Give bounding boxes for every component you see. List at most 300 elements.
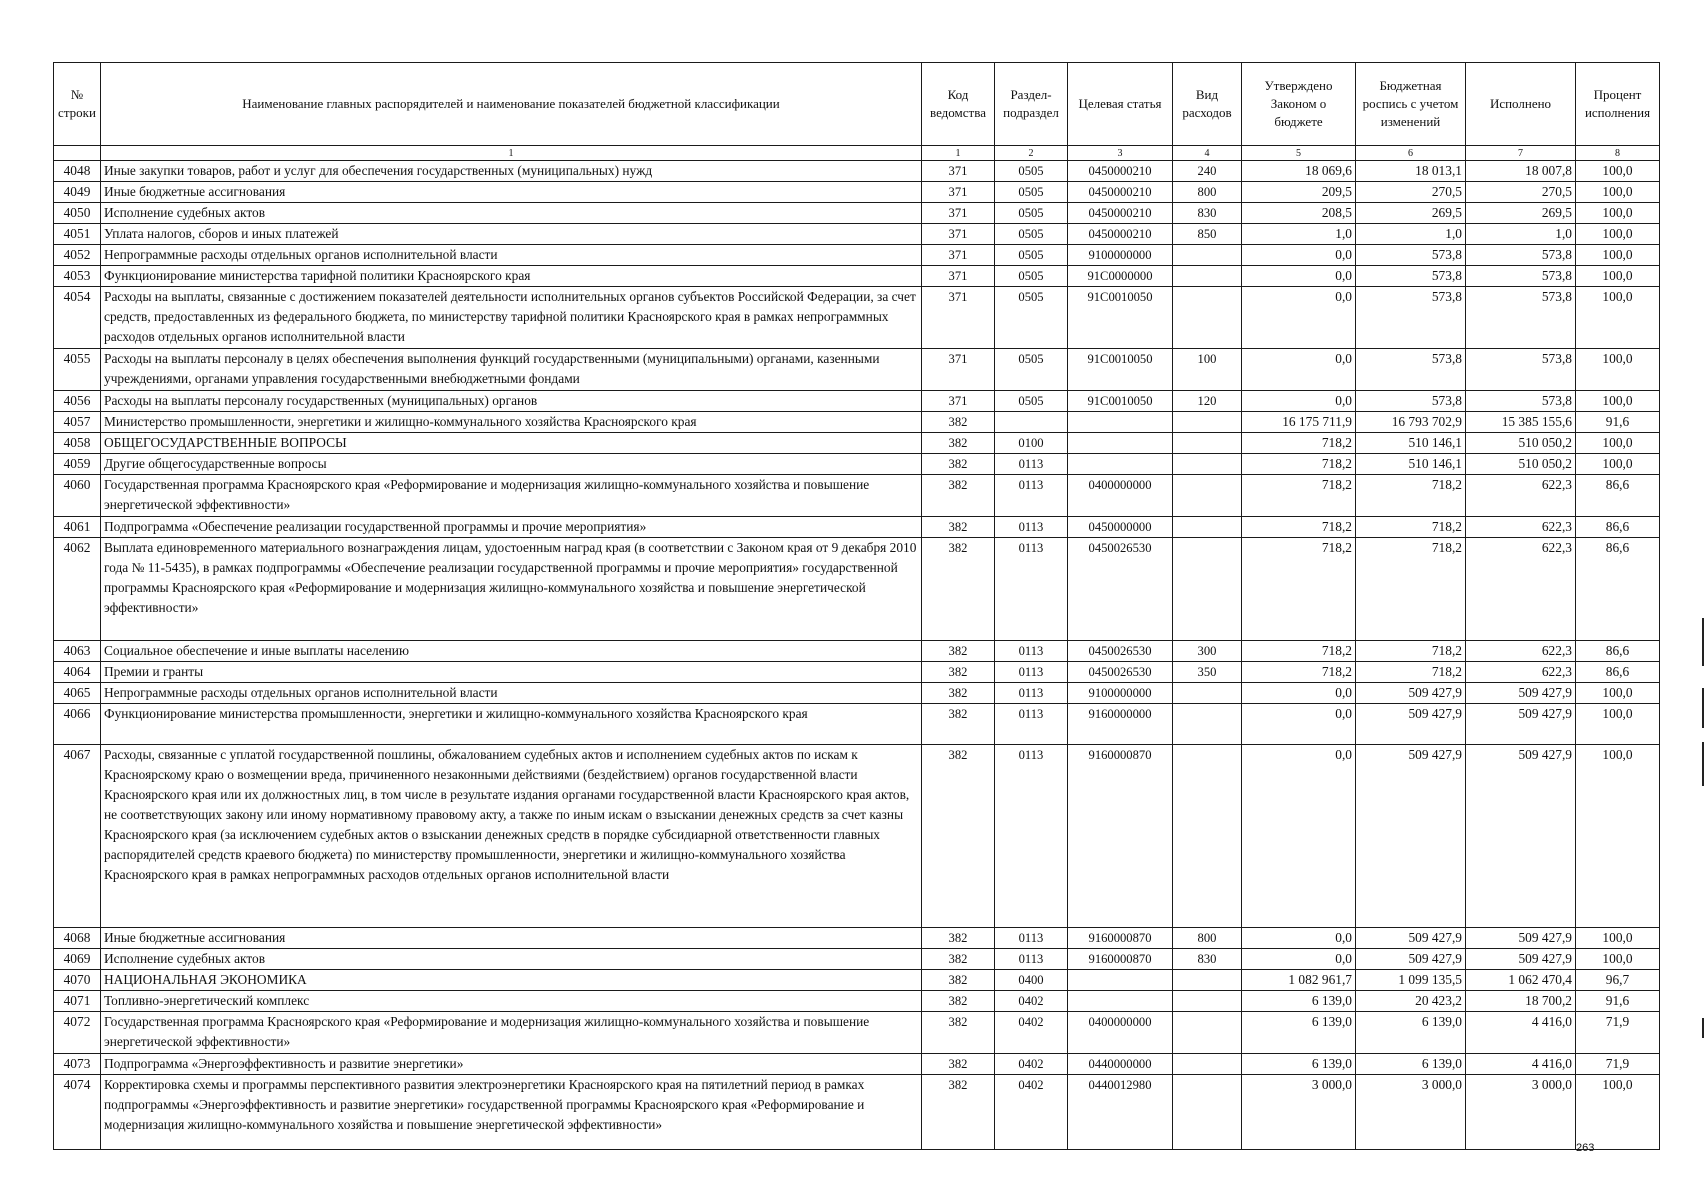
cell-approved: 0,0 — [1242, 287, 1356, 349]
column-number: 1 — [101, 146, 922, 161]
cell-row-number: 4061 — [54, 517, 101, 538]
cell-row-number: 4057 — [54, 412, 101, 433]
cell-section: 0113 — [995, 517, 1068, 538]
cell-section: 0505 — [995, 203, 1068, 224]
table-row — [54, 641, 1660, 662]
cell-row-number: 4068 — [54, 928, 101, 949]
cell-executed: 573,8 — [1466, 349, 1576, 391]
cell-expense-type — [1173, 517, 1242, 538]
cell-target-article: 0400000000 — [1068, 475, 1173, 517]
cell-target-article: 0440012980 — [1068, 1075, 1173, 1150]
cell-percent: 100,0 — [1576, 949, 1660, 970]
cell-name: Министерство промышленности, энергетики и жилищно-коммунального хозяйства Красноярского края — [101, 412, 922, 433]
column-number: 4 — [1173, 146, 1242, 161]
cell-executed: 509 427,9 — [1466, 745, 1576, 928]
cell-percent: 100,0 — [1576, 161, 1660, 182]
cell-approved: 3 000,0 — [1242, 1075, 1356, 1150]
cell-row-number: 4064 — [54, 662, 101, 683]
cell-row-number: 4055 — [54, 349, 101, 391]
cell-approved: 0,0 — [1242, 245, 1356, 266]
cell-target-article: 9160000000 — [1068, 704, 1173, 745]
column-number: 5 — [1242, 146, 1356, 161]
cell-section: 0113 — [995, 704, 1068, 745]
cell-approved: 0,0 — [1242, 266, 1356, 287]
cell-approved: 0,0 — [1242, 928, 1356, 949]
cell-name: ОБЩЕГОСУДАРСТВЕННЫЕ ВОПРОСЫ — [101, 433, 922, 454]
cell-budget-schedule: 6 139,0 — [1356, 1012, 1466, 1054]
header-target-article: Целевая статья — [1068, 63, 1173, 146]
cell-approved: 718,2 — [1242, 662, 1356, 683]
cell-target-article: 91С0010050 — [1068, 349, 1173, 391]
cell-section: 0402 — [995, 991, 1068, 1012]
cell-department-code: 382 — [922, 641, 995, 662]
cell-section — [995, 412, 1068, 433]
table-row — [54, 949, 1660, 970]
cell-name: Функционирование министерства промышленности, энергетики и жилищно-коммунального хозяйства Красноярского края — [101, 704, 922, 745]
cell-executed: 573,8 — [1466, 266, 1576, 287]
cell-section: 0113 — [995, 538, 1068, 641]
cell-percent: 86,6 — [1576, 475, 1660, 517]
cell-section: 0505 — [995, 349, 1068, 391]
column-number: 1 — [922, 146, 995, 161]
cell-section: 0113 — [995, 949, 1068, 970]
cell-section: 0505 — [995, 266, 1068, 287]
cell-percent: 86,6 — [1576, 662, 1660, 683]
cell-row-number: 4067 — [54, 745, 101, 928]
cell-row-number: 4062 — [54, 538, 101, 641]
cell-target-article: 0450000210 — [1068, 224, 1173, 245]
cell-executed: 509 427,9 — [1466, 683, 1576, 704]
cell-percent: 100,0 — [1576, 349, 1660, 391]
cell-name: Корректировка схемы и программы перспективного развития электроэнергетики Красноярского края на пятилетний период в рамках подпрограммы «Энергоэффективность и развитие энергетики» государственной программы Красноярского края «Реформирование и модернизация жилищно-коммунального хозяйства и повышение энергетической эффективности» — [101, 1075, 922, 1150]
cell-department-code: 382 — [922, 745, 995, 928]
cell-executed: 4 416,0 — [1466, 1012, 1576, 1054]
cell-row-number: 4069 — [54, 949, 101, 970]
cell-expense-type — [1173, 683, 1242, 704]
cell-name: Подпрограмма «Энергоэффективность и развитие энергетики» — [101, 1054, 922, 1075]
scan-edge-mark — [1702, 1018, 1704, 1038]
cell-target-article: 0440000000 — [1068, 1054, 1173, 1075]
cell-executed: 509 427,9 — [1466, 928, 1576, 949]
cell-name: НАЦИОНАЛЬНАЯ ЭКОНОМИКА — [101, 970, 922, 991]
cell-expense-type — [1173, 412, 1242, 433]
cell-section: 0113 — [995, 745, 1068, 928]
cell-row-number: 4072 — [54, 1012, 101, 1054]
cell-percent: 100,0 — [1576, 224, 1660, 245]
cell-name: Топливно-энергетический комплекс — [101, 991, 922, 1012]
table-row — [54, 662, 1660, 683]
table-row — [54, 475, 1660, 517]
cell-row-number: 4066 — [54, 704, 101, 745]
cell-approved: 16 175 711,9 — [1242, 412, 1356, 433]
cell-percent: 100,0 — [1576, 203, 1660, 224]
cell-row-number: 4071 — [54, 991, 101, 1012]
cell-executed: 1,0 — [1466, 224, 1576, 245]
table-header — [54, 63, 1660, 161]
cell-executed: 3 000,0 — [1466, 1075, 1576, 1150]
cell-row-number: 4065 — [54, 683, 101, 704]
cell-executed: 510 050,2 — [1466, 433, 1576, 454]
cell-approved: 718,2 — [1242, 538, 1356, 641]
cell-target-article: 9160000870 — [1068, 745, 1173, 928]
cell-department-code: 382 — [922, 928, 995, 949]
table-row — [54, 161, 1660, 182]
cell-budget-schedule: 16 793 702,9 — [1356, 412, 1466, 433]
cell-budget-schedule: 18 013,1 — [1356, 161, 1466, 182]
cell-department-code: 371 — [922, 349, 995, 391]
column-number-row — [54, 146, 1660, 161]
cell-approved: 6 139,0 — [1242, 991, 1356, 1012]
table-row — [54, 433, 1660, 454]
cell-row-number: 4073 — [54, 1054, 101, 1075]
cell-department-code: 382 — [922, 949, 995, 970]
cell-expense-type — [1173, 287, 1242, 349]
cell-percent: 86,6 — [1576, 517, 1660, 538]
cell-expense-type: 100 — [1173, 349, 1242, 391]
cell-row-number: 4060 — [54, 475, 101, 517]
cell-target-article — [1068, 454, 1173, 475]
header-expense-type: Вид расходов — [1173, 63, 1242, 146]
cell-percent: 71,9 — [1576, 1012, 1660, 1054]
cell-department-code: 382 — [922, 412, 995, 433]
cell-expense-type — [1173, 433, 1242, 454]
cell-approved: 1,0 — [1242, 224, 1356, 245]
cell-department-code: 382 — [922, 454, 995, 475]
cell-percent: 100,0 — [1576, 745, 1660, 928]
cell-target-article: 91С0000000 — [1068, 266, 1173, 287]
cell-section: 0505 — [995, 182, 1068, 203]
table-row — [54, 538, 1660, 641]
table-row — [54, 182, 1660, 203]
cell-expense-type — [1173, 704, 1242, 745]
cell-expense-type: 350 — [1173, 662, 1242, 683]
cell-target-article: 91С0010050 — [1068, 287, 1173, 349]
cell-row-number: 4059 — [54, 454, 101, 475]
cell-target-article — [1068, 433, 1173, 454]
cell-department-code: 382 — [922, 1012, 995, 1054]
header-department-code: Код ведомства — [922, 63, 995, 146]
cell-target-article: 0450026530 — [1068, 662, 1173, 683]
cell-name: Расходы на выплаты персоналу в целях обеспечения выполнения функций государственными (муниципальными) органами, казенными учреждениями, органами управления государственными внебюджетными фондами — [101, 349, 922, 391]
cell-expense-type: 300 — [1173, 641, 1242, 662]
cell-budget-schedule: 1,0 — [1356, 224, 1466, 245]
cell-percent: 100,0 — [1576, 433, 1660, 454]
cell-executed: 18 700,2 — [1466, 991, 1576, 1012]
budget-execution-table — [53, 62, 1660, 1150]
cell-budget-schedule: 3 000,0 — [1356, 1075, 1466, 1150]
cell-expense-type — [1173, 454, 1242, 475]
cell-executed: 622,3 — [1466, 517, 1576, 538]
cell-approved: 0,0 — [1242, 704, 1356, 745]
table-row — [54, 245, 1660, 266]
cell-department-code: 371 — [922, 266, 995, 287]
cell-section: 0113 — [995, 928, 1068, 949]
cell-executed: 15 385 155,6 — [1466, 412, 1576, 433]
cell-budget-schedule: 20 423,2 — [1356, 991, 1466, 1012]
cell-target-article: 9100000000 — [1068, 683, 1173, 704]
table-row — [54, 391, 1660, 412]
cell-target-article — [1068, 412, 1173, 433]
cell-approved: 6 139,0 — [1242, 1012, 1356, 1054]
header-row-number: № строки — [54, 63, 101, 146]
cell-target-article: 0450000210 — [1068, 182, 1173, 203]
cell-row-number: 4051 — [54, 224, 101, 245]
cell-executed: 573,8 — [1466, 391, 1576, 412]
cell-section: 0100 — [995, 433, 1068, 454]
cell-budget-schedule: 269,5 — [1356, 203, 1466, 224]
cell-budget-schedule: 509 427,9 — [1356, 928, 1466, 949]
cell-approved: 718,2 — [1242, 475, 1356, 517]
cell-name: Премии и гранты — [101, 662, 922, 683]
cell-budget-schedule: 270,5 — [1356, 182, 1466, 203]
cell-budget-schedule: 718,2 — [1356, 538, 1466, 641]
cell-executed: 509 427,9 — [1466, 949, 1576, 970]
cell-name: Государственная программа Красноярского края «Реформирование и модернизация жилищно-коммунального хозяйства и повышение энергетической эффективности» — [101, 475, 922, 517]
cell-department-code: 371 — [922, 161, 995, 182]
cell-department-code: 382 — [922, 662, 995, 683]
cell-target-article: 0450000210 — [1068, 203, 1173, 224]
cell-target-article: 9100000000 — [1068, 245, 1173, 266]
cell-department-code: 371 — [922, 287, 995, 349]
cell-department-code: 371 — [922, 203, 995, 224]
cell-name: Уплата налогов, сборов и иных платежей — [101, 224, 922, 245]
cell-expense-type: 800 — [1173, 928, 1242, 949]
cell-executed: 622,3 — [1466, 475, 1576, 517]
cell-department-code: 382 — [922, 1054, 995, 1075]
cell-department-code: 382 — [922, 704, 995, 745]
cell-budget-schedule: 718,2 — [1356, 475, 1466, 517]
cell-name: Расходы на выплаты персоналу государственных (муниципальных) органов — [101, 391, 922, 412]
cell-department-code: 371 — [922, 224, 995, 245]
cell-target-article: 9160000870 — [1068, 928, 1173, 949]
cell-department-code: 371 — [922, 182, 995, 203]
cell-section: 0402 — [995, 1075, 1068, 1150]
cell-budget-schedule: 1 099 135,5 — [1356, 970, 1466, 991]
column-number: 8 — [1576, 146, 1660, 161]
cell-row-number: 4048 — [54, 161, 101, 182]
header-percent: Процент исполнения — [1576, 63, 1660, 146]
table-row — [54, 349, 1660, 391]
cell-executed: 4 416,0 — [1466, 1054, 1576, 1075]
cell-approved: 0,0 — [1242, 349, 1356, 391]
cell-expense-type: 240 — [1173, 161, 1242, 182]
cell-row-number: 4049 — [54, 182, 101, 203]
cell-section: 0505 — [995, 161, 1068, 182]
cell-executed: 573,8 — [1466, 245, 1576, 266]
cell-percent: 100,0 — [1576, 266, 1660, 287]
cell-department-code: 382 — [922, 433, 995, 454]
table-row — [54, 224, 1660, 245]
cell-target-article: 0450026530 — [1068, 538, 1173, 641]
cell-percent: 100,0 — [1576, 391, 1660, 412]
cell-section: 0505 — [995, 391, 1068, 412]
column-number — [54, 146, 101, 161]
cell-name: Непрограммные расходы отдельных органов исполнительной власти — [101, 683, 922, 704]
cell-percent: 100,0 — [1576, 454, 1660, 475]
cell-section: 0402 — [995, 1054, 1068, 1075]
cell-executed: 509 427,9 — [1466, 704, 1576, 745]
cell-name: Непрограммные расходы отдельных органов исполнительной власти — [101, 245, 922, 266]
table-body — [54, 161, 1660, 1150]
header-budget-schedule: Бюджетная роспись с учетом изменений — [1356, 63, 1466, 146]
cell-name: Расходы, связанные с уплатой государственной пошлины, обжалованием судебных актов и исполнением судебных актов по искам к Красноярскому краю о возмещении вреда, причиненного незаконными действиями (бездействием) органов государственной власти Красноярского края или их должностных лиц, в том числе в результате издания органами государственной власти Красноярского края актов, не соответствующих закону или иному нормативному правовому акту, а также по иным искам о взыскании денежных средств за счет казны Красноярского края (за исключением судебных актов о взыскании денежных средств в порядке субсидиарной ответственности главных распорядителей средств краевого бюджета) по министерству промышленности, энергетики и жилищно-коммунального хозяйства Красноярского края в рамках непрограммных расходов отдельных органов исполнительной власти — [101, 745, 922, 928]
cell-budget-schedule: 509 427,9 — [1356, 949, 1466, 970]
cell-executed: 269,5 — [1466, 203, 1576, 224]
cell-name: Выплата единовременного материального вознаграждения лицам, удостоенным наград края (в соответствии с Законом края от 9 декабря 2010 года № 11-5435), в рамках подпрограммы «Обеспечение реализации государственной программы и прочие мероприятия» государственной программы Красноярского края «Реформирование и модернизация жилищно-коммунального хозяйства и повышение энергетической эффективности» — [101, 538, 922, 641]
table-row — [54, 683, 1660, 704]
cell-expense-type — [1173, 538, 1242, 641]
cell-section: 0505 — [995, 245, 1068, 266]
cell-section: 0113 — [995, 641, 1068, 662]
cell-percent: 91,6 — [1576, 991, 1660, 1012]
cell-target-article: 0450026530 — [1068, 641, 1173, 662]
cell-percent: 86,6 — [1576, 538, 1660, 641]
scan-edge-mark — [1702, 688, 1704, 728]
cell-section: 0505 — [995, 224, 1068, 245]
cell-percent: 100,0 — [1576, 287, 1660, 349]
cell-target-article: 9160000870 — [1068, 949, 1173, 970]
cell-expense-type: 120 — [1173, 391, 1242, 412]
cell-percent: 100,0 — [1576, 683, 1660, 704]
cell-percent: 91,6 — [1576, 412, 1660, 433]
cell-name: Социальное обеспечение и иные выплаты населению — [101, 641, 922, 662]
cell-target-article: 0450000000 — [1068, 517, 1173, 538]
cell-name: Исполнение судебных актов — [101, 949, 922, 970]
cell-budget-schedule: 573,8 — [1356, 349, 1466, 391]
table-row — [54, 704, 1660, 745]
cell-budget-schedule: 573,8 — [1356, 287, 1466, 349]
cell-approved: 18 069,6 — [1242, 161, 1356, 182]
cell-section: 0113 — [995, 475, 1068, 517]
cell-executed: 510 050,2 — [1466, 454, 1576, 475]
cell-expense-type — [1173, 475, 1242, 517]
cell-department-code: 382 — [922, 475, 995, 517]
cell-approved: 208,5 — [1242, 203, 1356, 224]
column-number: 6 — [1356, 146, 1466, 161]
header-section: Раздел-подраздел — [995, 63, 1068, 146]
cell-approved: 718,2 — [1242, 641, 1356, 662]
cell-approved: 718,2 — [1242, 454, 1356, 475]
cell-row-number: 4070 — [54, 970, 101, 991]
column-number: 2 — [995, 146, 1068, 161]
cell-department-code: 382 — [922, 538, 995, 641]
table-row — [54, 1012, 1660, 1054]
cell-department-code: 382 — [922, 517, 995, 538]
cell-budget-schedule: 718,2 — [1356, 662, 1466, 683]
cell-expense-type: 830 — [1173, 949, 1242, 970]
table-row — [54, 1075, 1660, 1150]
cell-budget-schedule: 573,8 — [1356, 245, 1466, 266]
cell-percent: 100,0 — [1576, 1075, 1660, 1150]
table-row — [54, 203, 1660, 224]
cell-name: Иные закупки товаров, работ и услуг для обеспечения государственных (муниципальных) нужд — [101, 161, 922, 182]
cell-row-number: 4052 — [54, 245, 101, 266]
cell-executed: 622,3 — [1466, 641, 1576, 662]
column-number: 7 — [1466, 146, 1576, 161]
cell-name: Исполнение судебных актов — [101, 203, 922, 224]
cell-budget-schedule: 718,2 — [1356, 641, 1466, 662]
scan-edge-mark — [1702, 742, 1704, 786]
cell-department-code: 382 — [922, 683, 995, 704]
table-row — [54, 991, 1660, 1012]
header-approved: Утверждено Законом о бюджете — [1242, 63, 1356, 146]
scan-edge-mark — [1702, 618, 1704, 666]
cell-percent: 100,0 — [1576, 245, 1660, 266]
cell-expense-type — [1173, 991, 1242, 1012]
cell-name: Расходы на выплаты, связанные с достижением показателей деятельности исполнительных органов субъектов Российской Федерации, за счет средств, предоставленных из федерального бюджета, по министерству тарифной политики Красноярского края в рамках непрограммных расходов отдельных органов исполнительной власти — [101, 287, 922, 349]
cell-row-number: 4074 — [54, 1075, 101, 1150]
cell-executed: 1 062 470,4 — [1466, 970, 1576, 991]
cell-percent: 86,6 — [1576, 641, 1660, 662]
cell-approved: 0,0 — [1242, 391, 1356, 412]
table-row — [54, 928, 1660, 949]
cell-expense-type — [1173, 1054, 1242, 1075]
cell-row-number: 4058 — [54, 433, 101, 454]
cell-executed: 573,8 — [1466, 287, 1576, 349]
cell-name: Другие общегосударственные вопросы — [101, 454, 922, 475]
cell-expense-type: 830 — [1173, 203, 1242, 224]
cell-percent: 71,9 — [1576, 1054, 1660, 1075]
cell-department-code: 382 — [922, 1075, 995, 1150]
cell-target-article — [1068, 991, 1173, 1012]
header-executed: Исполнено — [1466, 63, 1576, 146]
cell-target-article: 0450000210 — [1068, 161, 1173, 182]
table-row — [54, 1054, 1660, 1075]
cell-section: 0400 — [995, 970, 1068, 991]
page-number: 263 — [1576, 1142, 1595, 1154]
cell-approved: 0,0 — [1242, 949, 1356, 970]
cell-budget-schedule: 510 146,1 — [1356, 433, 1466, 454]
cell-expense-type: 800 — [1173, 182, 1242, 203]
cell-section: 0113 — [995, 662, 1068, 683]
cell-budget-schedule: 573,8 — [1356, 391, 1466, 412]
cell-department-code: 371 — [922, 245, 995, 266]
cell-expense-type — [1173, 970, 1242, 991]
cell-section: 0505 — [995, 287, 1068, 349]
cell-row-number: 4063 — [54, 641, 101, 662]
cell-executed: 622,3 — [1466, 662, 1576, 683]
cell-name: Подпрограмма «Обеспечение реализации государственной программы и прочие мероприятия» — [101, 517, 922, 538]
cell-executed: 18 007,8 — [1466, 161, 1576, 182]
cell-budget-schedule: 509 427,9 — [1356, 683, 1466, 704]
cell-approved: 718,2 — [1242, 517, 1356, 538]
cell-budget-schedule: 573,8 — [1356, 266, 1466, 287]
cell-approved: 718,2 — [1242, 433, 1356, 454]
cell-name: Функционирование министерства тарифной политики Красноярского края — [101, 266, 922, 287]
table-row — [54, 745, 1660, 928]
cell-approved: 6 139,0 — [1242, 1054, 1356, 1075]
table-row — [54, 287, 1660, 349]
cell-percent: 100,0 — [1576, 704, 1660, 745]
cell-budget-schedule: 6 139,0 — [1356, 1054, 1466, 1075]
cell-budget-schedule: 510 146,1 — [1356, 454, 1466, 475]
cell-approved: 1 082 961,7 — [1242, 970, 1356, 991]
header-name: Наименование главных распорядителей и наименование показателей бюджетной классификации — [101, 63, 922, 146]
cell-executed: 270,5 — [1466, 182, 1576, 203]
cell-department-code: 382 — [922, 970, 995, 991]
cell-approved: 209,5 — [1242, 182, 1356, 203]
cell-section: 0113 — [995, 454, 1068, 475]
cell-row-number: 4050 — [54, 203, 101, 224]
table-row — [54, 970, 1660, 991]
table-row — [54, 454, 1660, 475]
table-row — [54, 266, 1660, 287]
cell-row-number: 4053 — [54, 266, 101, 287]
cell-target-article — [1068, 970, 1173, 991]
cell-name: Иные бюджетные ассигнования — [101, 182, 922, 203]
cell-name: Иные бюджетные ассигнования — [101, 928, 922, 949]
cell-section: 0113 — [995, 683, 1068, 704]
